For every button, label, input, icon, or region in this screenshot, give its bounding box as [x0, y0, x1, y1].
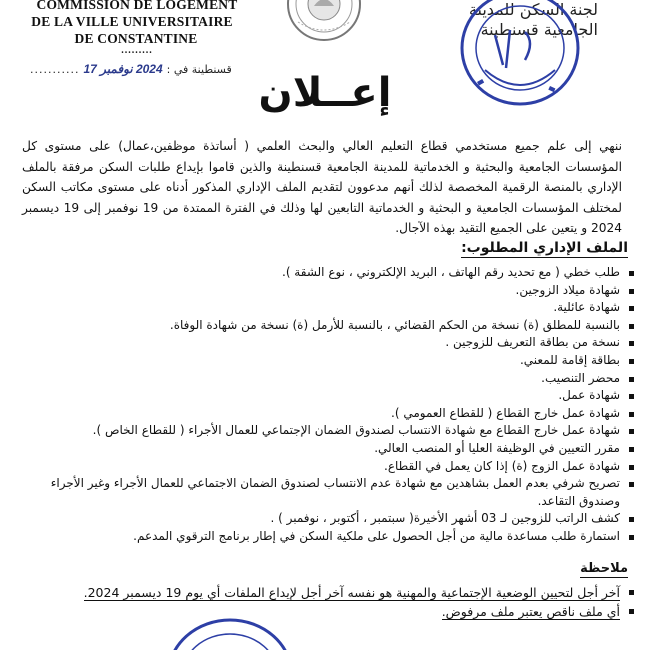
stamp-bottom-icon: [160, 618, 300, 650]
list-item: بطاقة إقامة للمعني.: [21, 352, 636, 370]
intro-paragraph: ننهي إلى علم جميع مستخدمي قطاع التعليم العالي والبحث العلمي ( أساتذة موظفين،عمال) على مستوى كل المؤسسات الجامعية والبحثية و الخدماتية للمدينة الجامعية قسنطينة والذين قاموا بإيداع طلبات السكن مرفقة بالملف الإداري بالمنصة الرقمية المخصصة لذلك أنهم مدعوون لتقديم الملف الإداري المذكور أدناه على مستوى مكاتب السكن لمختلف المؤسسات الجامعية و البحثية و الخدماتية التابعين لها وذلك في الفترة الممتدة من 19 نوفمبر إلى 19 ديسمبر 2024 و يتعين على الجميع التقيد بهذه الآجال.: [22, 139, 623, 235]
notes-list: [21, 583, 636, 621]
note-text: أي ملف ناقص يعتبر ملف مرفوض.: [441, 604, 620, 619]
list-item: محضر التنصيب.: [21, 370, 636, 388]
list-item: استمارة طلب مساعدة مالية من أجل الحصول على ملكية السكن في إطار برنامج الترقوي المدعم.: [21, 528, 636, 546]
requirements-heading: الملف الإداري المطلوب:: [461, 240, 628, 256]
header-fr-dots: .........: [121, 45, 153, 56]
announcement-title: إعــلان: [258, 70, 392, 116]
date-dots: ...........: [30, 62, 80, 76]
list-item: شهادة ميلاد الزوجين.: [21, 282, 636, 300]
date-prefix: قسنطينة في :: [166, 62, 232, 76]
notes-heading: ملاحظة: [580, 561, 628, 576]
note-text: آخر أجل لتحيين الوضعية الإجتماعية والمهنية هو نفسه آخر أجل لإيداع الملفات أي يوم 19 ديسمبر 2024.: [83, 585, 620, 600]
list-item: تصريح شرفي بعدم العمل بشاهدين مع شهادة عدم الانتساب لصندوق الضمان الاجتماعي للعمال الأجراء وغير الأجراء وصندوق التقاعد.: [21, 475, 636, 510]
requirements-list: [21, 264, 636, 546]
university-emblem-icon: [284, 0, 364, 42]
list-item: [21, 583, 636, 602]
header-fr-line1: COMMISSION DE LOGEMENT: [36, 0, 238, 12]
list-item: شهادة عمل خارج القطاع ( للقطاع العمومي ).: [21, 405, 636, 423]
header-french: [22, 0, 242, 55]
list-item: كشف الراتب للزوجين لـ 03 أشهر الأخيرة( سبتمبر ، أكتوبر ، نوفمبر ) .: [21, 510, 636, 528]
list-item: بالنسبة للمطلق (ة) نسخة من الحكم القضائي ، بالنسبة للأرمل (ة) نسخة من شهادة الوفاة.: [21, 317, 636, 335]
list-item: طلب خطي ( مع تحديد رقم الهاتف ، البريد الإلكتروني ، نوع الشقة ).: [21, 264, 636, 282]
header-ar-line1: لجنة السكن للمدينة: [468, 0, 598, 19]
date-handwritten: 2024 نوفمبر 17: [83, 62, 163, 76]
list-item: شهادة عائلية.: [21, 299, 636, 317]
header-fr-line2: DE LA VILLE UNIVERSITAIRE: [31, 14, 233, 29]
list-item: [21, 602, 636, 621]
list-item: نسخة من بطاقة التعريف للزوجين .: [21, 334, 636, 352]
list-item: شهادة عمل الزوج (ة) إذا كان يعمل في القطاع.: [21, 458, 636, 476]
list-item: شهادة عمل خارج القطاع مع شهادة الانتساب لصندوق الضمان الإجتماعي للعمال الأجراء ( للقطاع الخاص ).: [21, 422, 636, 440]
list-item: مقرر التعيين في الوظيفة العليا أو المنصب العالي.: [21, 440, 636, 458]
header-fr-line3: DE CONSTANTINE: [74, 31, 198, 46]
header-ar-line2: الجامعية قسنطينة: [480, 20, 598, 39]
list-item: شهادة عمل.: [21, 387, 636, 405]
